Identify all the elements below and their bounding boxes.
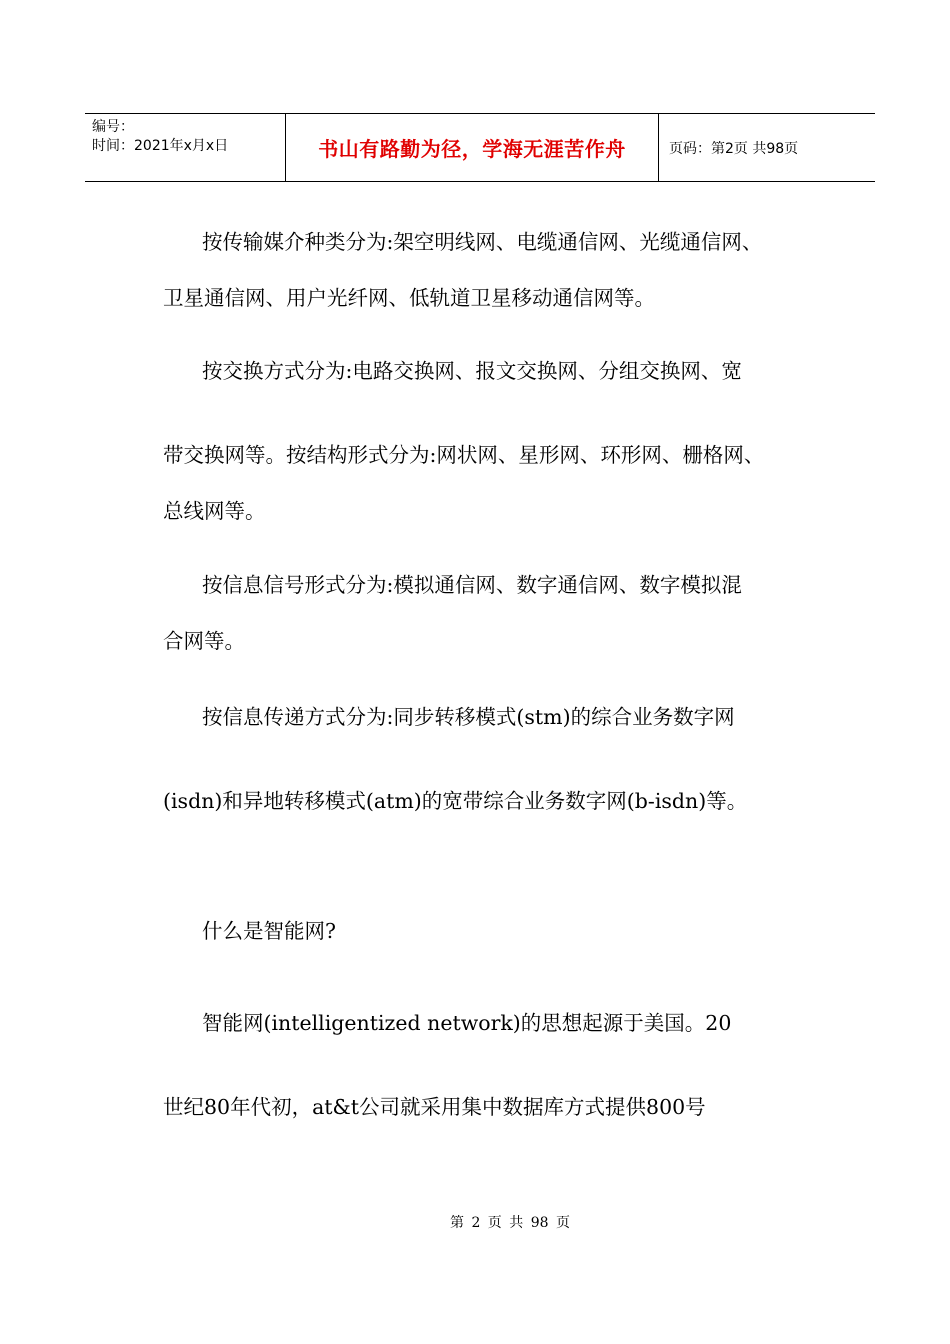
time-label: 时间：2021年x月x日 [92, 138, 229, 154]
body-line: 按信息传递方式分为:同步转移模式(stm)的综合业务数字网 [202, 705, 735, 729]
body-line: 世纪80年代初，at&t公司就采用集中数据库方式提供800号 [163, 1095, 706, 1119]
header-page-info: 页码：第2页 共98页 [669, 140, 799, 157]
body-line: 带交换网等。按结构形式分为:网状网、星形网、环形网、栅格网、 [163, 443, 765, 467]
header-motto: 书山有路勤为径，学海无涯苦作舟 [285, 114, 659, 181]
body-line: 总线网等。 [163, 499, 266, 523]
page-header [85, 113, 875, 182]
number-label: 编号： [92, 119, 134, 135]
body-line: 按信息信号形式分为:模拟通信网、数字通信网、数字模拟混 [202, 573, 742, 597]
page-footer: 第 2 页 共 98 页 [450, 1215, 570, 1231]
body-line: 按传输媒介种类分为:架空明线网、电缆通信网、光缆通信网、 [202, 230, 763, 254]
body-line: 卫星通信网、用户光纤网、低轨道卫星移动通信网等。 [163, 286, 655, 310]
section-question: 什么是智能网? [202, 919, 336, 943]
body-line: 合网等。 [163, 629, 245, 653]
body-line: 按交换方式分为:电路交换网、报文交换网、分组交换网、宽 [202, 359, 742, 383]
body-line: (isdn)和异地转移模式(atm)的宽带综合业务数字网(b-isdn)等。 [163, 789, 748, 813]
body-line: 智能网(intelligentized network)的思想起源于美国。20 [202, 1011, 732, 1035]
header-meta [85, 114, 285, 181]
